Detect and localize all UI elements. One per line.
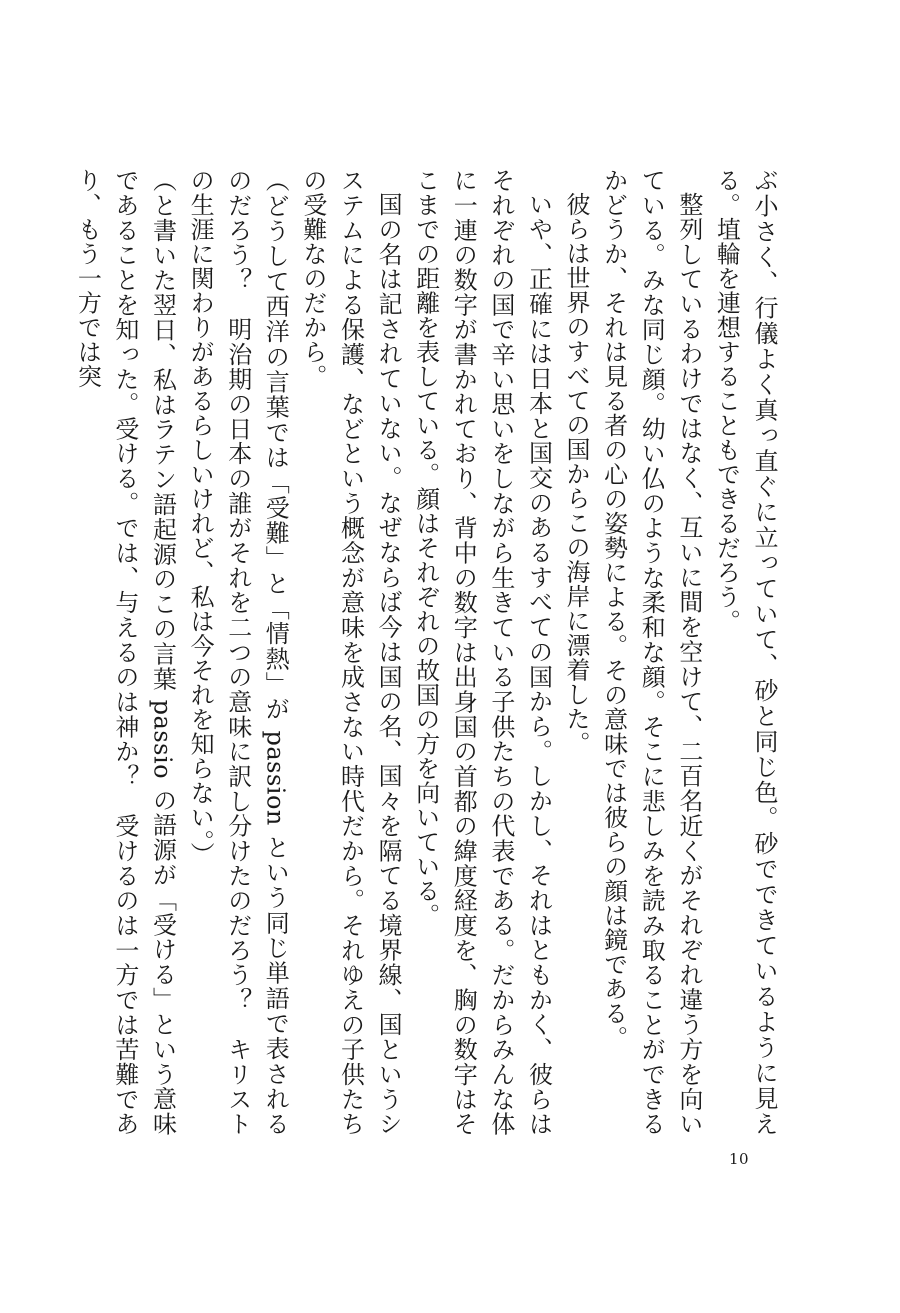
- paragraph-4: いや、正確には日本と国交のあるすべての国から。しかし、それはともかく、彼らはそれぞれの国で辛い思いをしながら生きている子供たちの代表である。だからみんな体に一連の数字が書かれており、背中の数字は出身国の首都の緯度経度を、胸の数字はそこまでの距離を表している。顔はそれぞれの故国の方を向いている。: [411, 168, 553, 1136]
- paragraph-1: ぶ小さく、行儀よく真っ直ぐに立っていて、砂と同じ色。砂でできているように見える。埴輪を連想することもできるだろう。: [712, 168, 778, 1136]
- paragraph-3: 彼らは世界のすべての国からこの海岸に漂着した。: [562, 192, 591, 756]
- paragraph-7: （と書いた翌日、私はラテン語起源のこの言葉 passio の語源が「受ける」という意味であることを知った。受ける。では、与えるのは神か？ 受けるのは一方では苦難であり、もう一方では突: [73, 168, 177, 1136]
- paragraph-6: （どうして西洋の言葉では「受難」と「情熱」が passion という同じ単語で表されるのだろう？ 明治期の日本の誰がそれを二つの意味に訳し分けたのだろう？ キリストの生涯に関わりがあるらしいけれど、私は今それを知らない。）: [186, 168, 290, 1136]
- paragraph-5: 国の名は記されていない。なぜならば今は国の名、国々を隔てる境界線、国というシステムによる保護、などという概念が意味を成さない時代だから。それゆえの子供たちの受難なのだから。: [298, 168, 403, 1136]
- vertical-text-block: [73, 168, 782, 1136]
- page-number: 10: [729, 1150, 750, 1168]
- paragraph-2: 整列しているわけではなく、互いに間を空けて、二百名近くがそれぞれ違う方を向いている。みな同じ顔。幼い仏のような柔和な顔。そこに悲しみを読み取ることができるかどうか、それは見る者の心の姿勢による。その意味では彼らの顔は鏡である。: [599, 168, 703, 1136]
